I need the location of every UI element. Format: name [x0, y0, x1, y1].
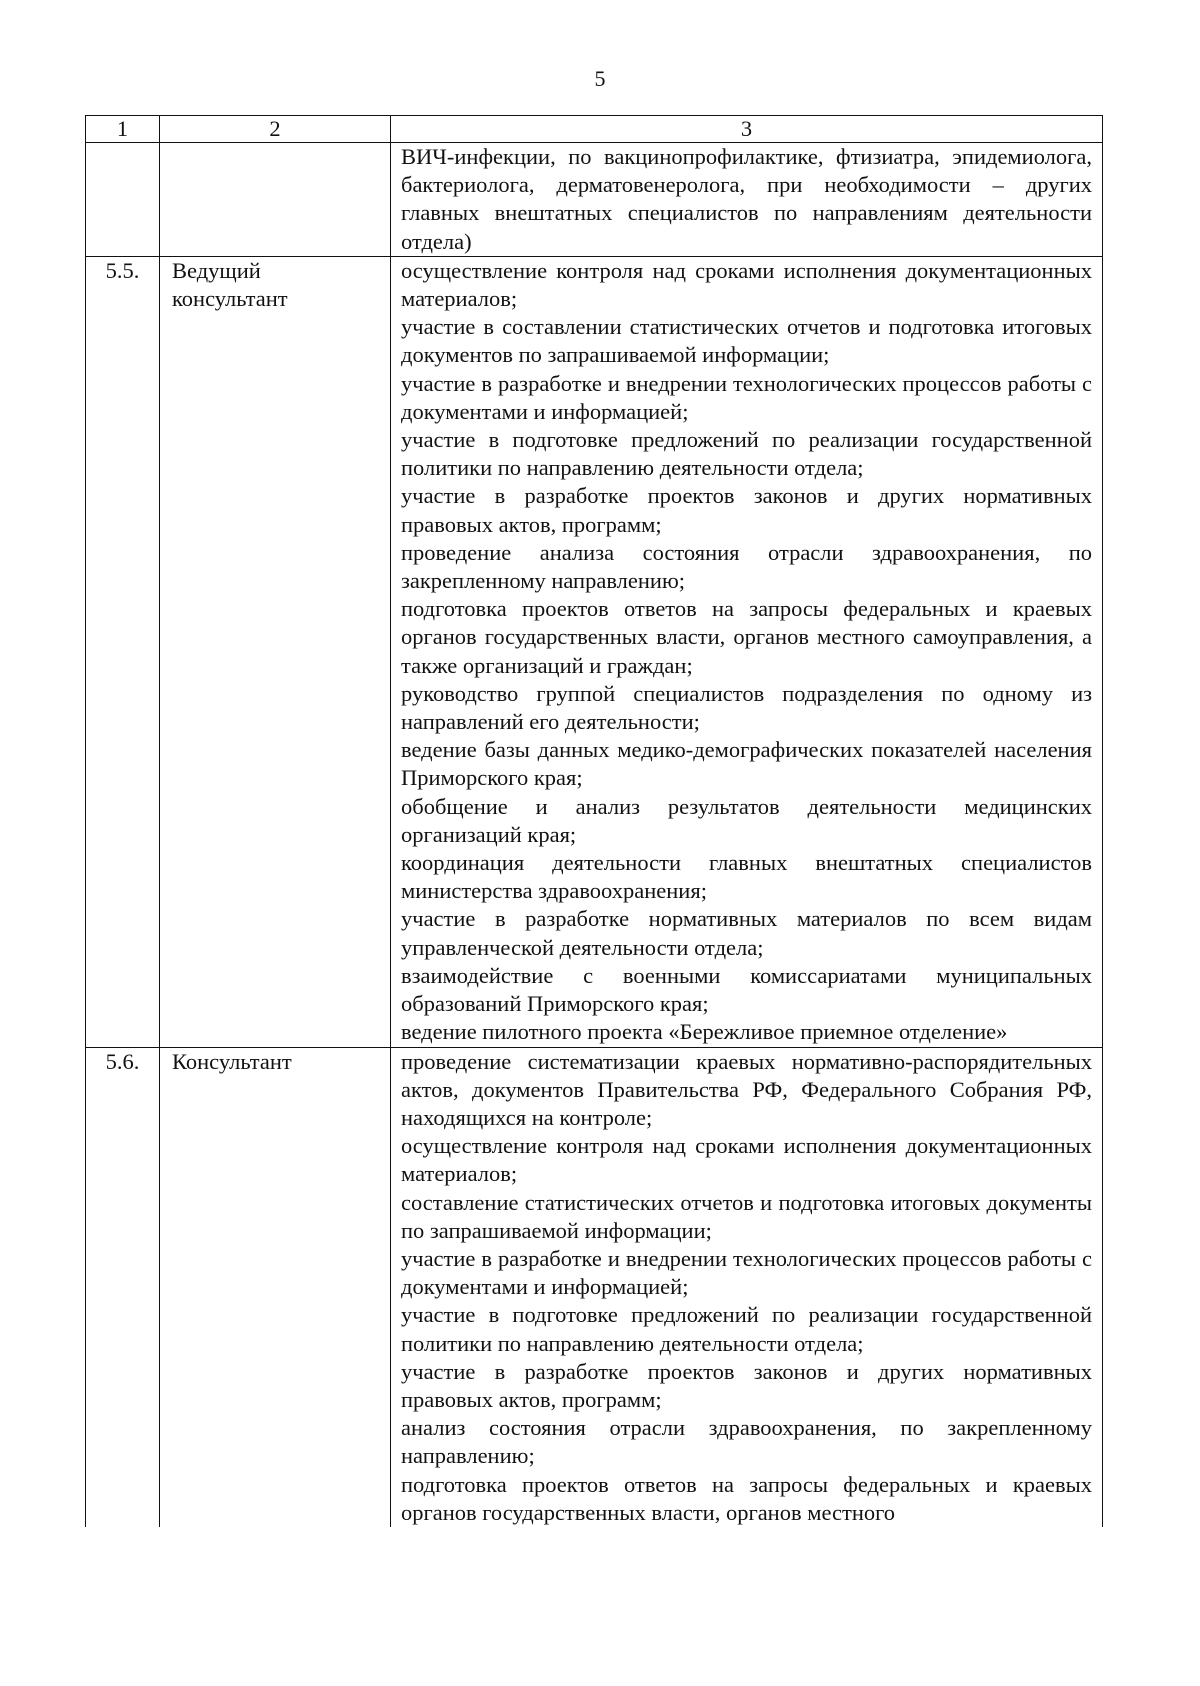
- duties-cell: [391, 256, 1103, 1047]
- duty-item: ведение базы данных медико-демографических показателей населения Приморского края;: [401, 737, 1092, 791]
- header-col-2: 2: [160, 116, 391, 143]
- duty-item: проведение систематизации краевых нормативно-распорядительных актов, документов Правительства РФ, Федерального Собрания РФ, находящихся на контроле;: [401, 1048, 1092, 1130]
- duty-item: обобщение и анализ результатов деятельности медицинских организаций края;: [401, 793, 1092, 847]
- duty-item: осуществление контроля над сроками исполнения документационных материалов;: [401, 257, 1092, 312]
- header-col-1: 1: [86, 116, 160, 143]
- duty-item: ведение пилотного проекта «Бережливое приемное отделение»: [401, 1019, 1008, 1045]
- duty-item: участие в разработке нормативных материалов по всем видам управленческой деятельности отдела;: [401, 906, 1092, 960]
- position-title: Ведущий консультант: [160, 256, 391, 1047]
- row-number: 5.5.: [86, 256, 160, 1047]
- position-title: [160, 143, 391, 257]
- duty-item: подготовка проектов ответов на запросы федеральных и краевых органов государственных власти, органов местного самоуправления, а также организаций и граждан;: [401, 596, 1092, 678]
- duty-item: участие в подготовке предложений по реализации государственной политики по направлению деятельности отдела;: [401, 1302, 1092, 1356]
- duty-item: проведение анализа состояния отрасли здравоохранения, по закрепленному направлению;: [401, 539, 1092, 594]
- duties-table-body: [86, 116, 1103, 1527]
- duty-item: участие в подготовке предложений по реализации государственной политики по направлению деятельности отдела;: [401, 427, 1092, 481]
- duty-item: анализ состояния отрасли здравоохранения, по закрепленному направлению;: [401, 1415, 1092, 1469]
- duties-table: [85, 115, 1103, 1527]
- row-number: [86, 143, 160, 257]
- duty-item: взаимодействие с военными комиссариатами муниципальных образований Приморского края;: [401, 962, 1092, 1017]
- table-row: [86, 143, 1103, 257]
- page-number: 5: [594, 66, 606, 91]
- duty-item: координация деятельности главных внештатных специалистов министерства здравоохранения;: [401, 850, 1092, 904]
- duty-item: участие в разработке и внедрении технологических процессов работы с документами и информацией;: [401, 1245, 1092, 1300]
- duty-item: участие в разработке проектов законов и других нормативных правовых актов, программ;: [401, 483, 1092, 537]
- header-col-3: 3: [391, 116, 1103, 143]
- duty-item: составление статистических отчетов и подготовка итоговых документы по запрашиваемой информации;: [401, 1189, 1092, 1243]
- duty-item: руководство группой специалистов подразделения по одному из направлений его деятельности;: [401, 680, 1092, 735]
- table-row: [86, 1047, 1103, 1527]
- duty-item: участие в составлении статистических отчетов и подготовка итоговых документов по запрашиваемой информации;: [401, 314, 1092, 368]
- table-header-row: [86, 116, 1103, 143]
- position-title: Консультант: [160, 1047, 391, 1527]
- table-row: [86, 256, 1103, 1047]
- duties-cell: [391, 1047, 1103, 1527]
- duty-item: участие в разработке и внедрении технологических процессов работы с документами и информацией;: [401, 370, 1092, 424]
- duties-cell: [391, 143, 1103, 257]
- row-number: 5.6.: [86, 1047, 160, 1527]
- duty-item: подготовка проектов ответов на запросы федеральных и краевых органов государственных власти, органов местного: [401, 1471, 1092, 1525]
- duty-item: ВИЧ-инфекции, по вакцинопрофилактике, фтизиатра, эпидемиолога, бактериолога, дерматовенеролога, при необходимости – других главных внештатных специалистов по направлениям деятельности отдела): [401, 144, 1092, 254]
- duty-item: участие в разработке проектов законов и других нормативных правовых актов, программ;: [401, 1358, 1092, 1412]
- duty-item: осуществление контроля над сроками исполнения документационных материалов;: [401, 1133, 1092, 1187]
